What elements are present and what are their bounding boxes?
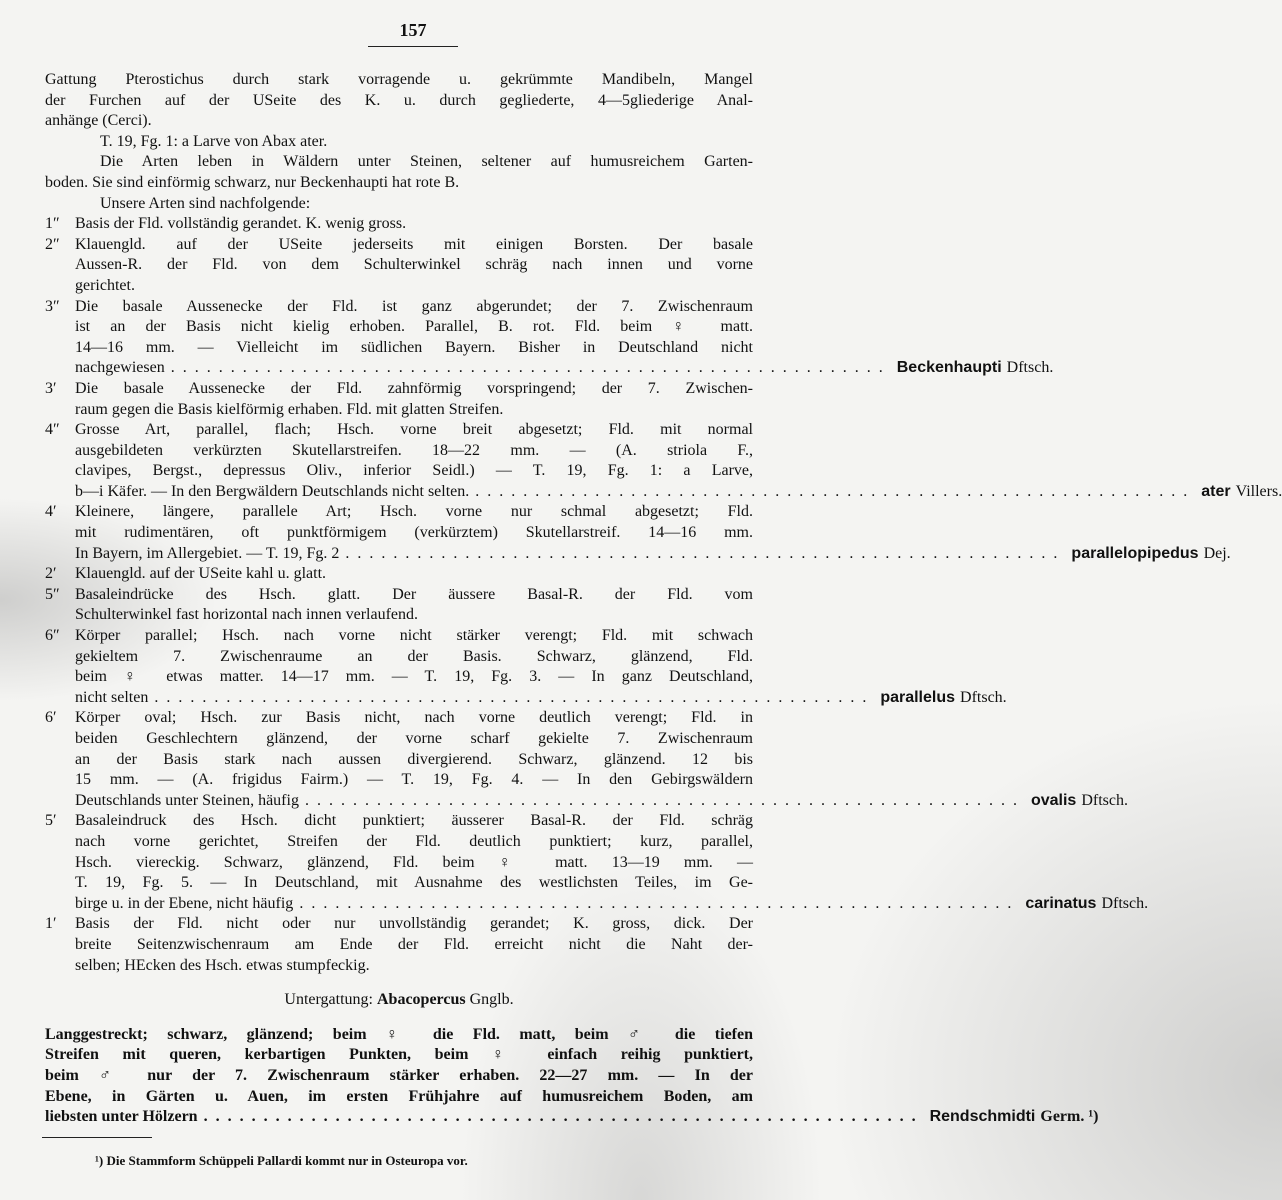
text-line: gerichtet. — [75, 276, 135, 294]
key-entry — [45, 708, 1128, 811]
text-line: raum gegen die Basis kielförmig erhaben. Fld. mit glatten Streifen. — [75, 400, 504, 418]
text-line: breite Seitenzwischenraum am Ende der Fld. erreicht nicht die Naht der- — [75, 935, 753, 953]
key-entry — [45, 214, 753, 235]
key-entry — [45, 297, 1054, 379]
species-author: Dftsch. — [1006, 359, 1054, 377]
text-line: ausgebildeten verkürzten Skutellarstreifen. 18—22 mm. — (A. striola F., — [75, 441, 753, 459]
species-name: ovalis — [1030, 791, 1077, 809]
figure-reference: T. 19, Fg. 1: a Larve von Abax ater. — [100, 132, 328, 150]
key-entry-text — [75, 420, 1282, 502]
text-line: Gattung Pterostichus durch stark vorragende u. gekrümmte Mandibeln, Mangel — [45, 71, 753, 88]
key-number: 2″ — [45, 235, 60, 253]
page-content — [45, 70, 1282, 1128]
key-entry — [45, 502, 1231, 564]
dot-leader: ............................................................ — [203, 1108, 924, 1126]
species-name: ater — [1201, 482, 1231, 500]
habitat-line: Die Arten leben in Wäldern unter Steinen, seltener auf humusreichem Garten- — [100, 153, 753, 171]
leader-text: In Bayern, im Allergebiet. — T. 19, Fg. 2 — [75, 544, 340, 562]
species-line — [75, 894, 1149, 915]
text-line: anhänge (Cerci). — [45, 112, 152, 130]
text-line: T. 19, Fg. 5. — In Deutschland, mit Ausnahme des westlichsten Teiles, im Ge- — [75, 874, 753, 892]
text-line: 14—16 mm. — Vielleicht im südlichen Bayern. Bisher in Deutschland nicht — [75, 338, 753, 356]
species-name: carinatus — [1025, 894, 1097, 912]
key-number: 2′ — [45, 565, 57, 583]
species-name: Beckenhaupti — [896, 359, 1002, 377]
key-entry — [45, 235, 753, 297]
text-line: der Furchen auf der USeite des K. u. durch gegliederte, 4—5gliederige Anal- — [45, 91, 753, 109]
footnote: ¹) Die Stammform Schüppeli Pallardi kommt nur in Osteuropa vor. — [95, 1153, 468, 1168]
text-line: beim ♂ nur der 7. Zwischenraum stärker erhaben. 22—27 mm. — In der — [45, 1066, 753, 1084]
species-intro: Unsere Arten sind nachfolgende: — [100, 194, 311, 212]
key-entry-text — [75, 914, 753, 976]
key-entry-text — [75, 214, 753, 235]
species-author: Villers. — [1235, 482, 1282, 500]
species-line — [75, 791, 1128, 812]
text-line: Grosse Art, parallel, flach; Hsch. vorne breit abgesetzt; Fld. mit normal — [75, 421, 753, 439]
subgenus-label: Untergattung: — [284, 991, 373, 1009]
key-entry — [45, 585, 753, 626]
key-number: 6″ — [45, 627, 60, 645]
text-line: Streifen mit queren, kerbartigen Punkten, beim ♀ einfach reihig punktiert, — [45, 1046, 753, 1064]
text-line: Basis der Fld. nicht oder nur unvollständig gerandet; K. gross, dick. Der — [75, 915, 753, 933]
text-line: Hsch. viereckig. Schwarz, glänzend, Fld. beim ♀ matt. 13—19 mm. — — [75, 853, 753, 871]
footnote-rule — [42, 1137, 152, 1138]
species-name: parallelopipedus — [1071, 544, 1199, 562]
text-line: Ebene, in Gärten u. Auen, im ersten Frühjahre auf humusreichem Boden, am — [45, 1087, 753, 1105]
key-entry — [45, 626, 1007, 708]
leader-text: nicht selten — [75, 688, 149, 706]
leader-text: birge u. in der Ebene, nicht häufig — [75, 894, 294, 912]
species-line — [75, 688, 1007, 709]
key-entry — [45, 564, 753, 585]
key-entry-text — [75, 235, 753, 297]
text-line: Langgestreckt; schwarz, glänzend; beim ♀ die Fld. matt, beim ♂ die tiefen — [45, 1025, 753, 1043]
text-line: selben; HEcken des Hsch. etwas stumpfeckig. — [75, 956, 370, 974]
habitat-line: boden. Sie sind einförmig schwarz, nur Beckenhaupti hat rote B. — [45, 173, 460, 191]
text-line: Basaleindrücke des Hsch. glatt. Der äussere Basal-R. der Fld. vom — [75, 585, 753, 603]
species-line — [75, 482, 1282, 503]
key-entry-text — [75, 708, 1128, 811]
text-line: beiden Geschlechtern glänzend, der vorne scharf gekielte 7. Zwischenraum — [75, 730, 753, 747]
text-line: nach vorne gerichtet, Streifen der Fld. deutlich punktiert; kurz, parallel, — [75, 832, 753, 850]
key-entry — [45, 914, 753, 976]
text-line: clavipes, Bergst., depressus Oliv., inferior Seidl.) — T. 19, Fg. 1: a Larve, — [75, 462, 753, 480]
species-line — [75, 544, 1231, 565]
dot-leader: ............................................................ — [475, 482, 1196, 500]
text-line: Schulterwinkel fast horizontal nach innen verlaufend. — [75, 606, 418, 624]
species-line — [75, 358, 1054, 379]
leader-text: Deutschlands unter Steinen, häufig — [75, 791, 299, 809]
key-number: 6′ — [45, 709, 57, 727]
leader-text: b—i Käfer. — In den Bergwäldern Deutschlands nicht selten. — [75, 482, 470, 500]
species-name: Rendschmidti — [929, 1108, 1036, 1126]
text-line: Basis der Fld. vollständig gerandet. K. wenig gross. — [75, 215, 407, 233]
leader-text: nachgewiesen — [75, 359, 165, 377]
dot-leader: ............................................................ — [299, 894, 1020, 912]
key-number: 3′ — [45, 379, 57, 397]
key-entry-text — [75, 585, 753, 626]
leader-text: liebsten unter Hölzern — [45, 1108, 198, 1126]
text-line: mit rudimentären, oft punktförmigem (verkürztem) Skutellarstreif. 14—16 mm. — [75, 524, 753, 542]
dot-leader: ............................................................ — [154, 688, 875, 706]
key-entry-text — [75, 297, 1054, 379]
text-line: an der Basis stark nach aussen divergierend. Schwarz, glänzend. 12 bis — [75, 750, 753, 768]
species-author: Dftsch. — [960, 688, 1007, 706]
key-number: 1″ — [45, 215, 60, 233]
text-line: Basaleindruck des Hsch. dicht punktiert; äusserer Basal-R. der Fld. schräg — [75, 812, 753, 830]
key-entry-text — [75, 626, 1007, 708]
dot-leader: ............................................................ — [170, 359, 891, 377]
key-number: 4′ — [45, 503, 57, 521]
text-line: Klauengld. auf der USeite kahl u. glatt. — [75, 565, 327, 583]
text-line: beim ♀ etwas matter. 14—17 mm. — T. 19, Fg. 3. — In ganz Deutschland, — [75, 668, 753, 686]
text-line: Die basale Aussenecke der Fld. zahnförmig vorspringend; der 7. Zwischen- — [75, 379, 753, 397]
dot-leader: ............................................................ — [304, 791, 1025, 809]
key-number: 1′ — [45, 915, 57, 933]
subgenus-heading — [45, 990, 753, 1011]
text-line: Körper oval; Hsch. zur Basis nicht, nach vorne deutlich verengt; Fld. in — [75, 709, 753, 727]
text-line: Kleinere, längere, parallele Art; Hsch. vorne nur schmal abgesetzt; Fld. — [75, 503, 753, 521]
species-line — [45, 1107, 1099, 1128]
text-line: Die basale Aussenecke der Fld. ist ganz abgerundet; der 7. Zwischenraum — [75, 297, 753, 315]
dot-leader: ............................................................ — [345, 544, 1066, 562]
key-entry — [45, 811, 1149, 914]
key-number: 3″ — [45, 297, 60, 315]
subgenus-author: Gnglb. — [469, 991, 514, 1009]
species-author: Dftsch. — [1081, 791, 1128, 809]
genus-intro — [45, 70, 753, 214]
species-author: Dftsch. — [1101, 894, 1149, 912]
key-number: 4″ — [45, 421, 60, 439]
header-rule — [368, 46, 458, 47]
key-entry — [45, 379, 753, 420]
key-entry-text — [75, 502, 1231, 564]
species-name: parallelus — [880, 688, 956, 706]
key-number: 5′ — [45, 812, 57, 830]
key-number: 5″ — [45, 585, 60, 603]
text-line: 15 mm. — (A. frigidus Fairm.) — T. 19, Fg. 4. — In den Gebirgswäldern — [75, 771, 753, 789]
text-line: ist an der Basis nicht kielig erhoben. Parallel, B. rot. Fld. beim ♀ matt. — [75, 318, 753, 336]
page-number: 157 — [399, 20, 427, 40]
key-entry-text — [75, 379, 753, 420]
text-line: Körper parallel; Hsch. nach vorne nicht stärker verengt; Fld. mit schwach — [75, 627, 753, 645]
species-author: Germ. ¹) — [1040, 1108, 1099, 1126]
text-line: Aussen-R. der Fld. von dem Schulterwinkel schräg nach innen und vorne — [75, 256, 753, 274]
key-entry-text — [75, 564, 753, 585]
key-entry — [45, 420, 1282, 502]
key-entry-text — [75, 811, 1149, 914]
subgenus-name: Abacopercus — [376, 991, 466, 1009]
subgenus-description — [45, 1025, 1099, 1128]
text-line: gekieltem 7. Zwischenraume an der Basis. Schwarz, glänzend, Fld. — [75, 647, 753, 665]
species-author: Dej. — [1203, 544, 1231, 562]
text-line: Klauengld. auf der USeite jederseits mit einigen Borsten. Der basale — [75, 235, 753, 253]
